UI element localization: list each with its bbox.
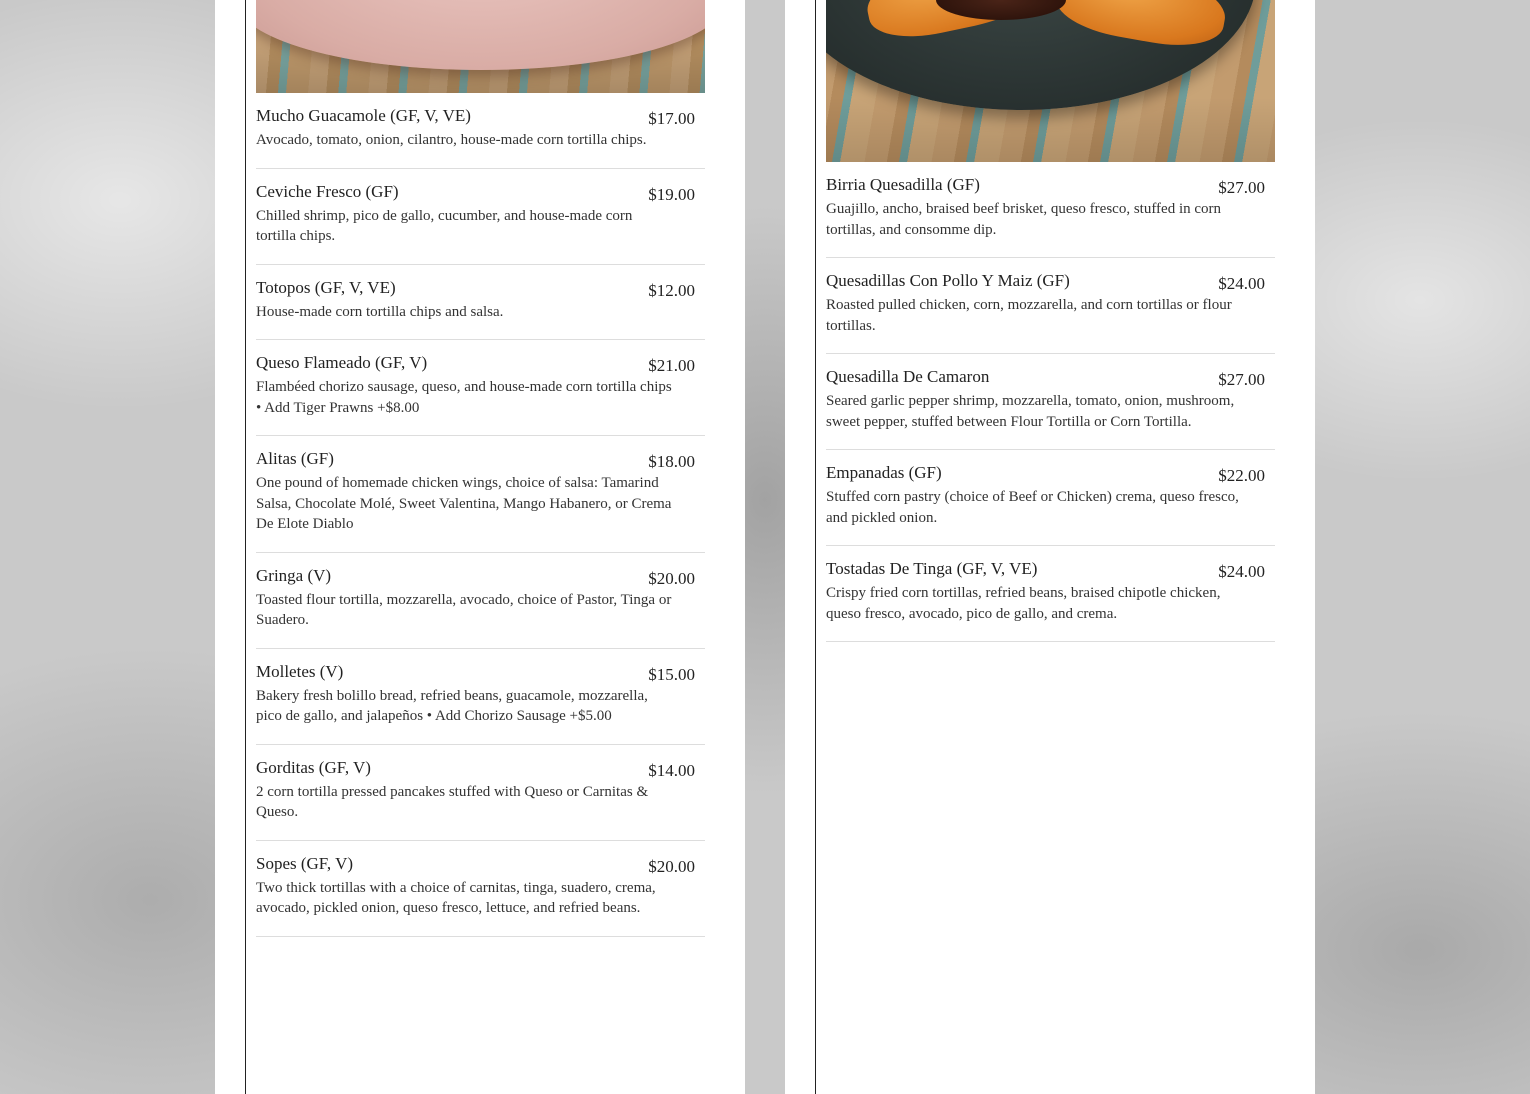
item-description: House-made corn tortilla chips and salsa.: [256, 303, 504, 320]
item-name: Mucho Guacamole (GF, V, VE): [256, 106, 471, 125]
item-price: $15.00: [648, 664, 695, 684]
item-description: Two thick tortillas with a choice of carnitas, tinga, suadero, crema, avocado, pickled onion, queso fresco, lettuce, and refried beans.: [256, 879, 656, 916]
item-price: $27.00: [1218, 370, 1265, 389]
item-price: $20.00: [648, 568, 695, 588]
menu-item-tostadas-de-tinga: [826, 546, 1275, 642]
menu-item-mucho-guacamole: [256, 93, 705, 169]
menu-panel-right: [785, 0, 1315, 1094]
menu-panel-left: [215, 0, 745, 1094]
item-name: Queso Flameado (GF, V): [256, 353, 428, 372]
menu-item-birria-quesadilla: [826, 162, 1275, 258]
menu-item-ceviche-fresco: [256, 169, 705, 265]
menu-item-gringa: [256, 553, 705, 649]
item-price: $12.00: [648, 280, 695, 300]
guacamole-bowl-photo: [256, 0, 705, 93]
item-price: $21.00: [648, 356, 695, 375]
item-name: Totopos (GF, V, VE): [256, 277, 396, 297]
item-price: $19.00: [648, 184, 695, 204]
menu-item-sopes: [256, 841, 705, 937]
item-price: $24.00: [1218, 274, 1265, 293]
item-description: Avocado, tomato, onion, cilantro, house-made corn tortilla chips.: [256, 132, 647, 148]
menu-list-right: [826, 162, 1275, 642]
menu-item-molletes: [256, 649, 705, 745]
menu-item-totopos: [256, 265, 705, 341]
item-name: Quesadillas Con Pollo Y Maiz (GF): [826, 271, 1070, 290]
item-name: Alitas (GF): [256, 449, 334, 468]
menu-item-alitas: [256, 436, 705, 553]
item-price: $18.00: [648, 452, 695, 471]
item-price: $17.00: [648, 109, 695, 128]
menu-list-left: [256, 93, 705, 937]
item-description: Flambéed chorizo sausage, queso, and house-made corn tortilla chips • Add Tiger Prawns +$8.00: [256, 379, 672, 416]
menu-item-quesadillas-con-pollo: [826, 258, 1275, 354]
item-description: Crispy fried corn tortillas, refried beans, braised chipotle chicken, queso fresco, avocado, pico de gallo, and crema.: [826, 585, 1221, 622]
menu-item-empanadas: [826, 450, 1275, 546]
item-description: Stuffed corn pastry (choice of Beef or Chicken) crema, queso fresco, and pickled onion.: [826, 489, 1239, 526]
item-price: $24.00: [1218, 562, 1265, 581]
item-description: One pound of homemade chicken wings, choice of salsa: Tamarind Salsa, Chocolate Molé, Sweet Valentina, Mango Habanero, or Crema De Elote Diablo: [256, 475, 672, 532]
item-name: Molletes (V): [256, 661, 344, 681]
item-description: Toasted flour tortilla, mozzarella, avocado, choice of Pastor, Tinga or Suadero.: [256, 591, 672, 628]
menu-item-gorditas: [256, 745, 705, 841]
quesadilla-plate-photo: [826, 0, 1275, 162]
item-description: Seared garlic pepper shrimp, mozzarella, tomato, onion, mushroom, sweet pepper, stuffed between Flour Tortilla or Corn Tortilla.: [826, 393, 1235, 430]
item-description: Chilled shrimp, pico de gallo, cucumber, and house-made corn tortilla chips.: [256, 207, 633, 244]
item-name: Birria Quesadilla (GF): [826, 175, 980, 194]
item-price: $14.00: [648, 760, 695, 780]
item-name: Gorditas (GF, V): [256, 757, 371, 777]
item-name: Ceviche Fresco (GF): [256, 181, 399, 201]
menu-item-quesadilla-de-camaron: [826, 354, 1275, 450]
item-description: Roasted pulled chicken, corn, mozzarella, and corn tortillas or flour tortillas.: [826, 297, 1232, 334]
item-price: $27.00: [1218, 178, 1265, 197]
item-name: Tostadas De Tinga (GF, V, VE): [826, 559, 1038, 578]
item-price: $20.00: [648, 856, 695, 876]
item-description: 2 corn tortilla pressed pancakes stuffed with Queso or Carnitas & Queso.: [256, 783, 649, 820]
item-name: Gringa (V): [256, 565, 332, 585]
item-description: Bakery fresh bolillo bread, refried beans, guacamole, mozzarella, pico de gallo, and jalapeños • Add Chorizo Sausage +$5.00: [256, 687, 648, 724]
item-price: $22.00: [1218, 466, 1265, 485]
item-name: Quesadilla De Camaron: [826, 367, 990, 386]
item-name: Sopes (GF, V): [256, 853, 354, 873]
item-name: Empanadas (GF): [826, 463, 942, 482]
item-description: Guajillo, ancho, braised beef brisket, queso fresco, stuffed in corn tortillas, and consomme dip.: [826, 201, 1222, 238]
menu-item-queso-flameado: [256, 340, 705, 436]
